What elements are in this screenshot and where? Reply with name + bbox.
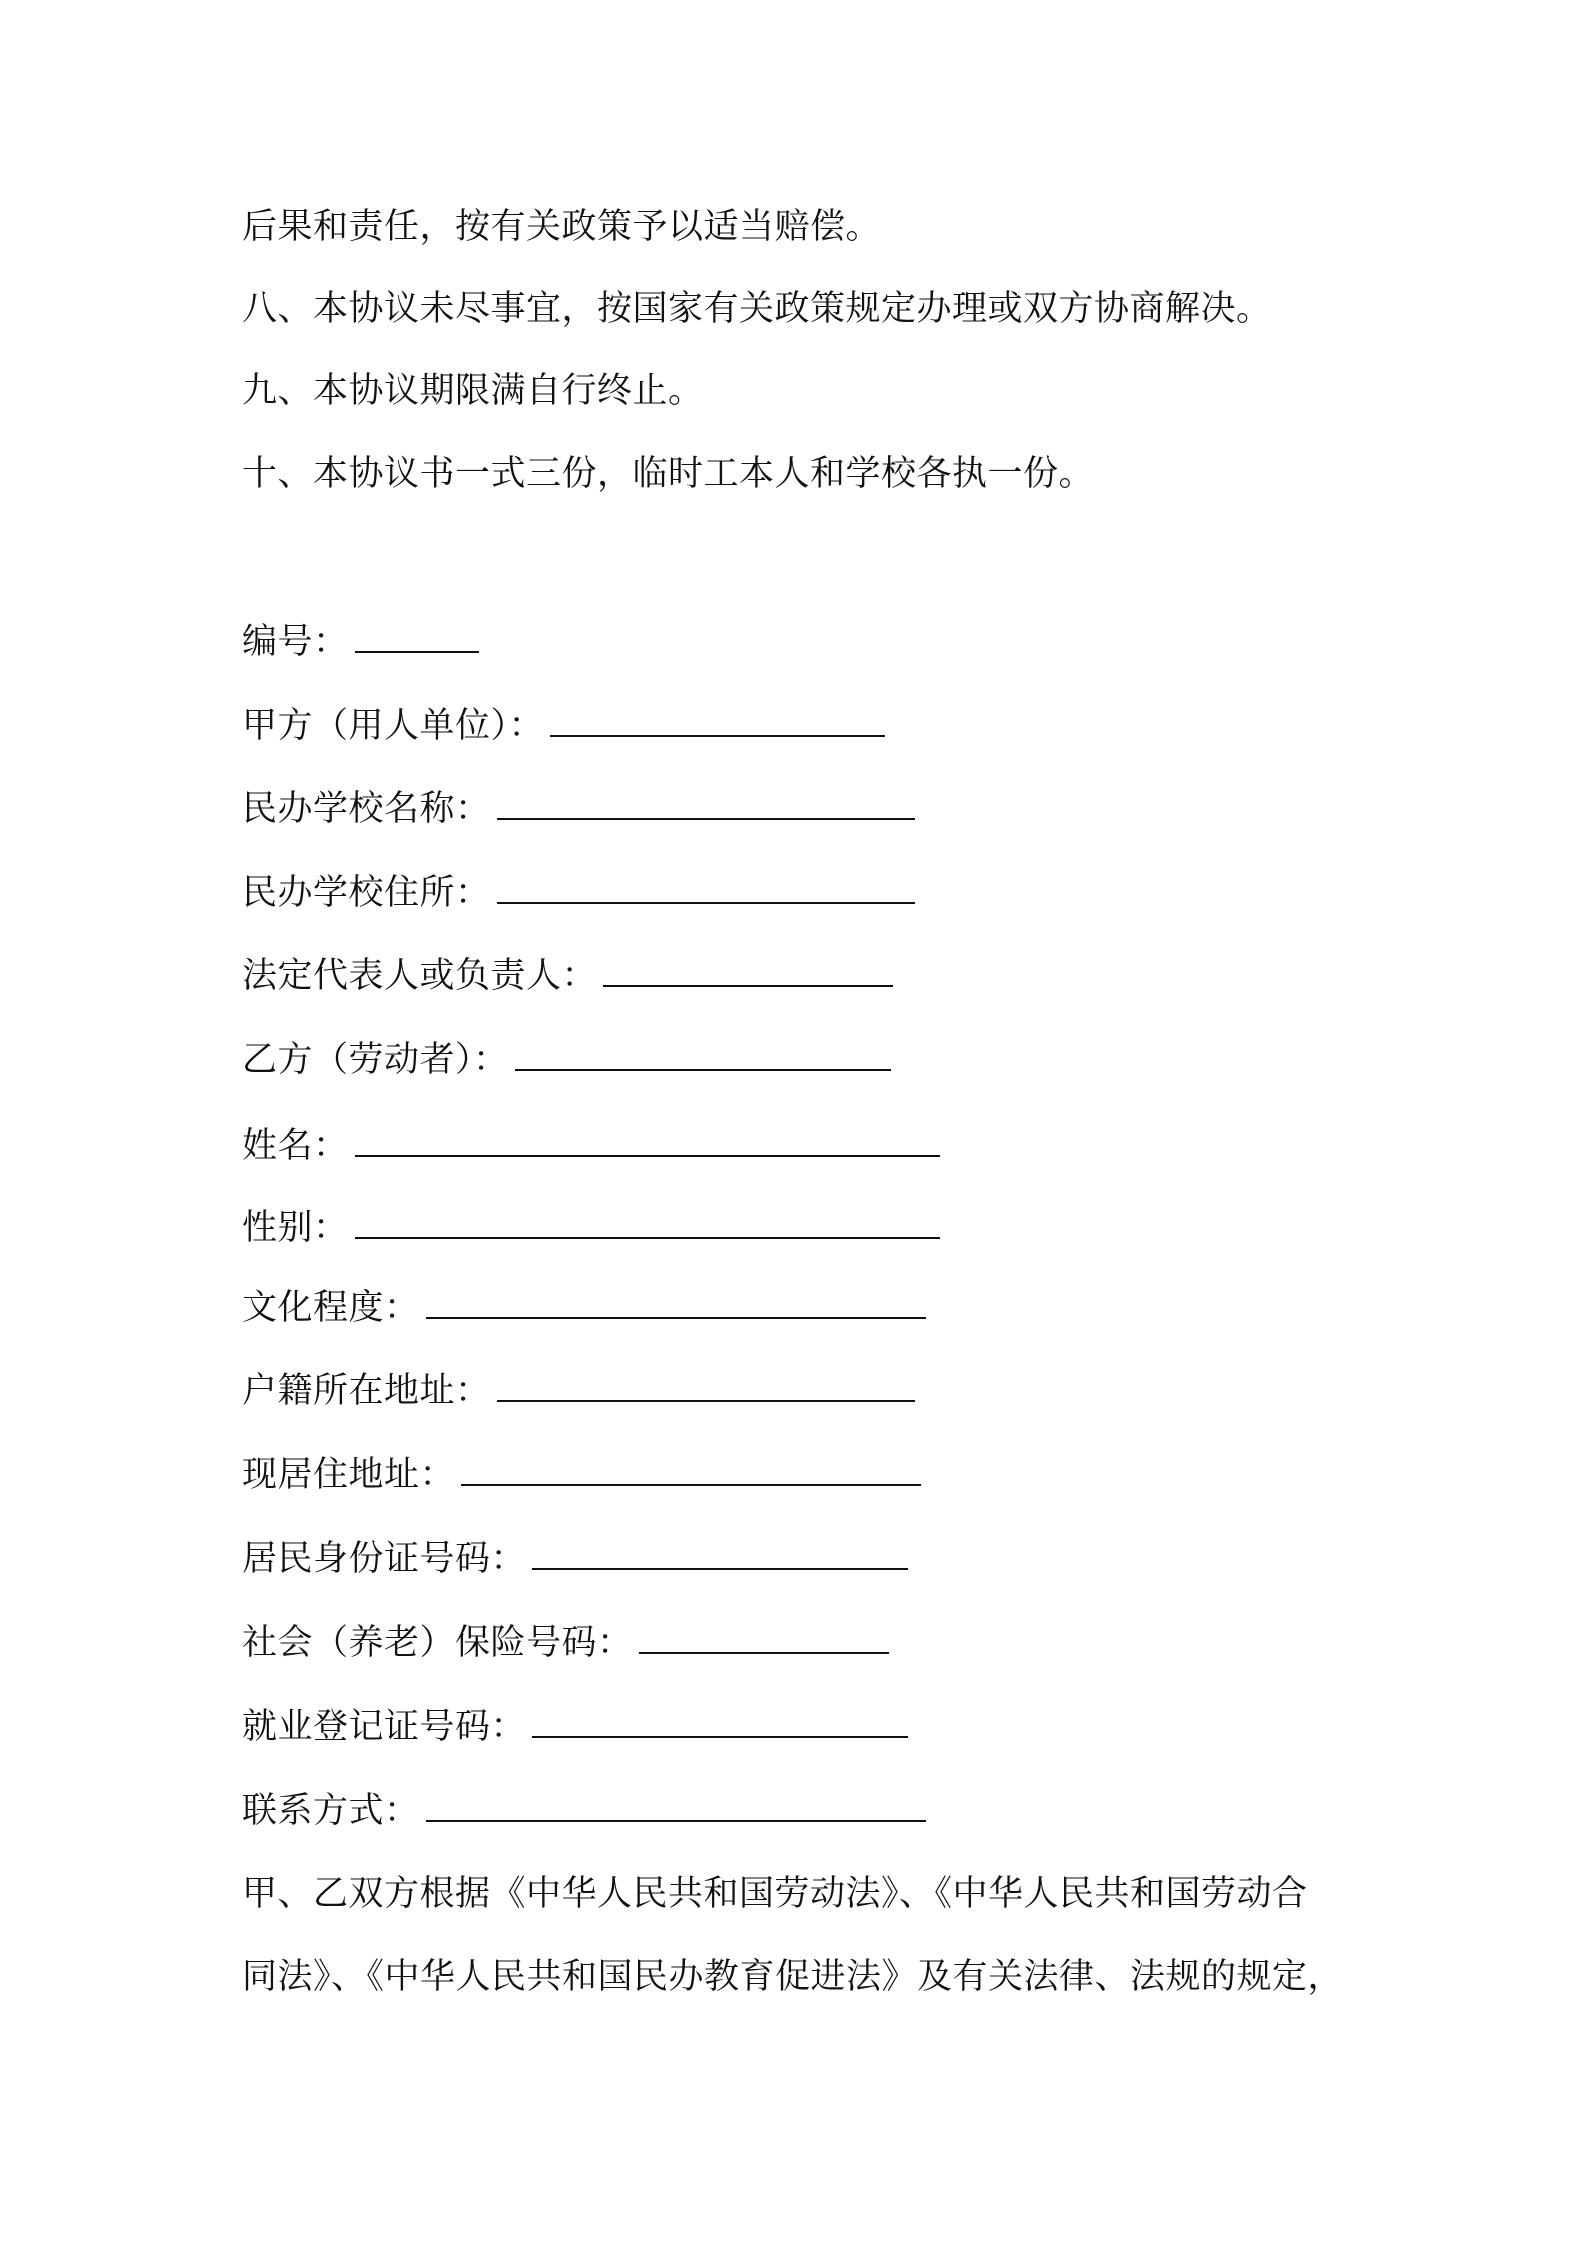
preamble-line-2: 同法》、《中华人民共和国民办教育促进法》及有关法律、法规的规定， [242, 1957, 1344, 1997]
party-a-label: 甲方（用人单位）： [242, 706, 545, 746]
party-a-field [242, 704, 885, 748]
party-a-blank[interactable] [550, 705, 885, 737]
employment-cert-blank[interactable] [532, 1706, 908, 1738]
name-label: 姓名： [242, 1126, 349, 1166]
number-blank[interactable] [355, 621, 479, 653]
school-address-label: 民办学校住所： [242, 873, 491, 913]
household-address-field [242, 1369, 915, 1413]
current-address-label: 现居住地址： [242, 1455, 456, 1495]
education-field [242, 1286, 926, 1330]
party-b-field [242, 1038, 891, 1082]
preamble-line-1: 甲、乙双方根据《中华人民共和国劳动法》、《中华人民共和国劳动合 [242, 1874, 1308, 1914]
legal-rep-blank[interactable] [603, 955, 893, 987]
gender-blank[interactable] [355, 1207, 940, 1239]
clause-continuation: 后果和责任，按有关政策予以适当赔偿。 [242, 207, 882, 247]
school-name-label: 民办学校名称： [242, 789, 491, 829]
gender-field [242, 1206, 940, 1250]
legal-rep-field [242, 954, 893, 998]
school-address-blank[interactable] [497, 872, 915, 904]
number-label: 编号： [242, 622, 349, 662]
clause-eight: 八、本协议未尽事宜，按国家有关政策规定办理或双方协商解决。 [242, 289, 1272, 329]
clause-nine: 九、本协议期限满自行终止。 [242, 371, 704, 411]
name-field [242, 1124, 940, 1168]
employment-cert-field [242, 1705, 908, 1749]
id-number-blank[interactable] [532, 1538, 908, 1570]
number-field [242, 620, 479, 664]
social-insurance-label: 社会（养老）保险号码： [242, 1623, 633, 1663]
household-address-label: 户籍所在地址： [242, 1371, 491, 1411]
party-b-label: 乙方（劳动者）： [242, 1040, 509, 1080]
social-insurance-field [242, 1621, 889, 1665]
legal-rep-label: 法定代表人或负责人： [242, 956, 598, 996]
school-name-field [242, 787, 915, 831]
education-label: 文化程度： [242, 1288, 420, 1328]
education-blank[interactable] [426, 1287, 926, 1319]
school-name-blank[interactable] [497, 788, 915, 820]
current-address-field [242, 1453, 921, 1497]
gender-label: 性别： [242, 1208, 349, 1248]
id-number-label: 居民身份证号码： [242, 1539, 527, 1579]
employment-cert-label: 就业登记证号码： [242, 1707, 527, 1747]
school-address-field [242, 871, 915, 915]
current-address-blank[interactable] [461, 1454, 921, 1486]
name-blank[interactable] [355, 1125, 940, 1157]
id-number-field [242, 1537, 908, 1581]
contact-label: 联系方式： [242, 1791, 420, 1831]
social-insurance-blank[interactable] [639, 1622, 889, 1654]
contact-field [242, 1789, 926, 1833]
household-address-blank[interactable] [497, 1370, 915, 1402]
contact-blank[interactable] [426, 1790, 926, 1822]
party-b-blank[interactable] [515, 1039, 891, 1071]
clause-ten: 十、本协议书一式三份，临时工本人和学校各执一份。 [242, 454, 1095, 494]
